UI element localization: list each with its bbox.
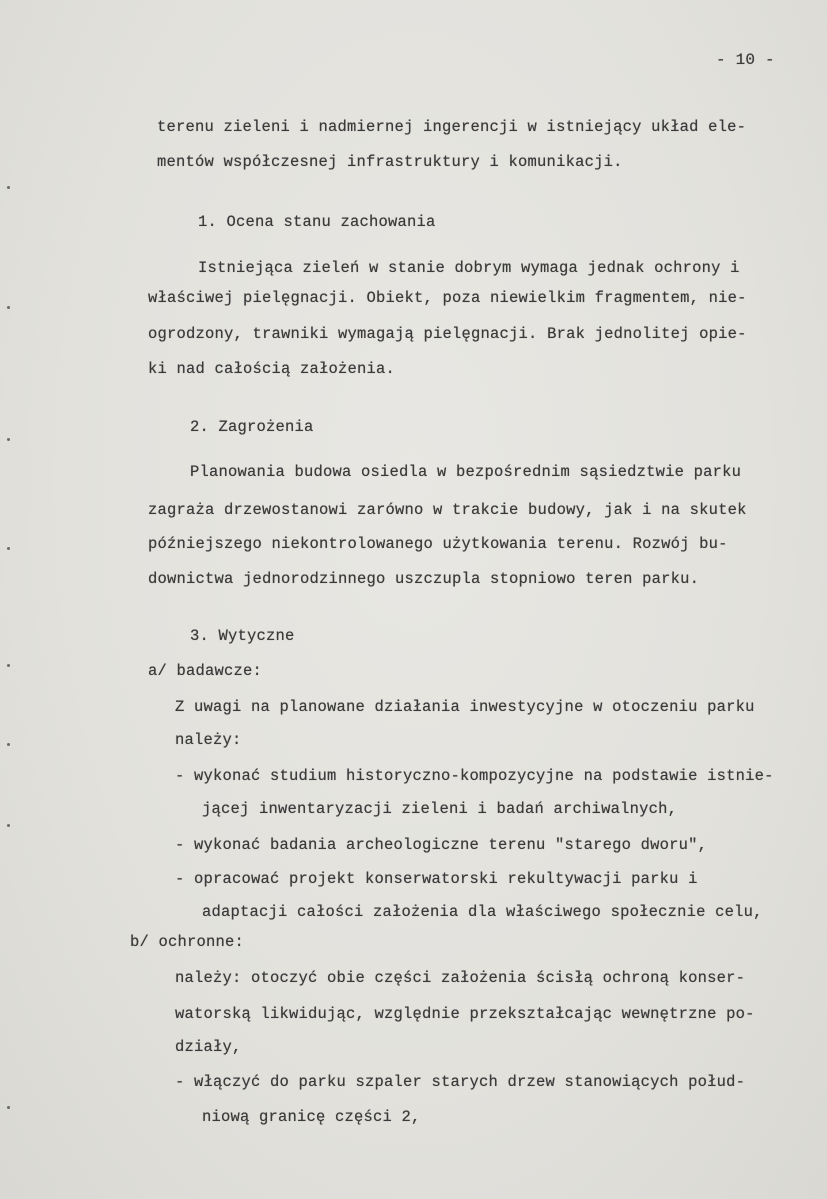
text-line: zagraża drzewostanowi zarówno w trakcie budowy, jak i na skutek	[148, 501, 747, 519]
text-line: późniejszego niekontrolowanego użytkowania terenu. Rozwój bu-	[148, 535, 728, 553]
section-heading: 2. Zagrożenia	[190, 418, 314, 436]
text-line: Z uwagi na planowane działania inwestycyjne w otoczeniu parku	[175, 698, 755, 716]
text-line: ki nad całością założenia.	[148, 360, 396, 378]
margin-dot	[7, 824, 10, 827]
text-line: należy:	[175, 731, 242, 749]
text-line: należy: otoczyć obie części założenia ścisłą ochroną konser-	[175, 969, 746, 987]
subsection-label: b/ ochronne:	[130, 933, 245, 951]
margin-dot	[7, 1106, 10, 1109]
text-line: działy,	[175, 1038, 242, 1056]
text-line: ogrodzony, trawniki wymagają pielęgnacji. Brak jednolitej opie-	[148, 325, 747, 343]
list-item: - wykonać badania archeologiczne terenu "starego dworu",	[175, 836, 708, 854]
text-line: downictwa jednorodzinnego uszczupla stopniowo teren parku.	[148, 570, 700, 588]
margin-dot	[7, 743, 10, 746]
text-line: właściwej pielęgnacji. Obiekt, poza niewielkim fragmentem, nie-	[148, 289, 747, 307]
text-line: watorską likwidując, względnie przekształcając wewnętrzne po-	[175, 1005, 755, 1023]
page-number: - 10 -	[716, 51, 775, 69]
list-item: - opracować projekt konserwatorski rekultywacji parku i	[175, 870, 698, 888]
margin-dot	[7, 186, 10, 189]
text-line: mentów współczesnej infrastruktury i komunikacji.	[157, 153, 623, 171]
subsection-label: a/ badawcze:	[148, 662, 263, 680]
section-heading: 1. Ocena stanu zachowania	[198, 213, 436, 231]
margin-dot	[7, 664, 10, 667]
section-heading: 3. Wytyczne	[190, 627, 295, 645]
text-line: terenu zieleni i nadmiernej ingerencji w istniejący układ ele-	[157, 118, 747, 136]
list-item: - włączyć do parku szpaler starych drzew stanowiących połud-	[175, 1073, 746, 1091]
text-line: Planowania budowa osiedla w bezpośrednim sąsiedztwie parku	[190, 463, 742, 481]
list-item: - wykonać studium historyczno-kompozycyjne na podstawie istnie-	[175, 767, 774, 785]
list-item-continuation: niową granicę części 2,	[202, 1108, 421, 1126]
list-item-continuation: adaptacji całości założenia dla właściwego społecznie celu,	[202, 903, 763, 921]
text-line: Istniejąca zieleń w stanie dobrym wymaga jednak ochrony i	[198, 259, 740, 277]
margin-dot	[7, 306, 10, 309]
margin-dot	[7, 438, 10, 441]
margin-dot	[7, 547, 10, 550]
list-item-continuation: jącej inwentaryzacji zieleni i badań archiwalnych,	[202, 800, 678, 818]
